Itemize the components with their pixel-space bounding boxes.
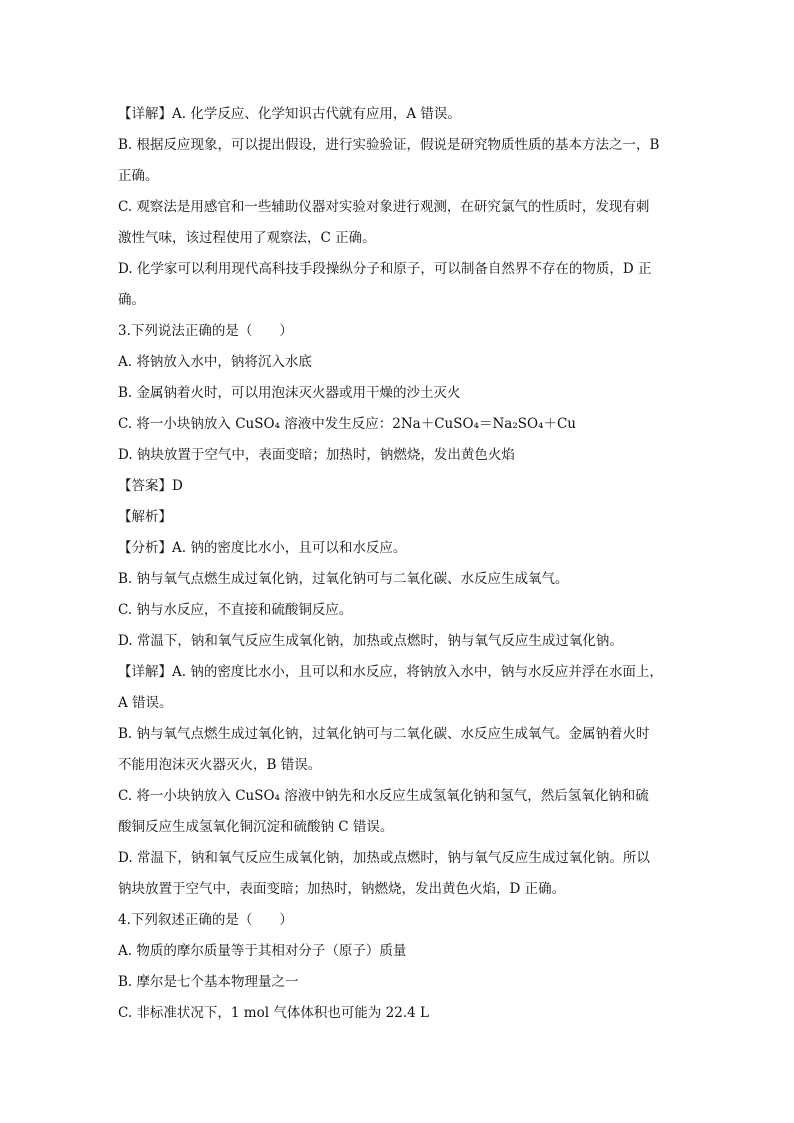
- line-text: 确。: [118, 292, 145, 308]
- text-line: [118, 535, 688, 566]
- line-text: D. 常温下，钠和氧气反应生成氧化钠，加热或点燃时，钠与氧气反应生成过氧化钠。: [118, 633, 623, 649]
- line-text: C. 将一小块钠放入 CuSO₄ 溶液中钠先和水反应生成氢氧化钠和氢气，然后氢氧化钠和硫: [118, 788, 649, 804]
- option-a: [118, 349, 688, 380]
- line-text: B. 金属钠着火时，可以用泡沫灭火器或用干燥的沙土灭火: [118, 385, 461, 401]
- line-text: 钠块放置于空气中，表面变暗；加热时，钠燃烧，发出黄色火焰，D 正确。: [118, 881, 566, 897]
- text-line: [118, 597, 688, 628]
- text-line: [118, 194, 688, 225]
- question-title: [118, 318, 688, 349]
- text-line: [118, 287, 688, 318]
- option-c: [118, 1000, 688, 1031]
- text-line: [118, 225, 688, 256]
- text-line: [118, 721, 688, 752]
- line-text: B. 根据反应现象，可以提出假设，进行实验验证，假说是研究物质性质的基本方法之一，B: [118, 137, 660, 153]
- question-title: [118, 907, 688, 938]
- option-a: [118, 938, 688, 969]
- text-line: [118, 628, 688, 659]
- text-line: [118, 845, 688, 876]
- line-text: A. 将钠放入水中，钠将沉入水底: [118, 354, 312, 370]
- line-text: 【解析】: [118, 509, 172, 525]
- line-text: 3.下列说法正确的是（ ）: [118, 323, 293, 339]
- option-c: [118, 411, 688, 442]
- text-line: [118, 163, 688, 194]
- line-text: 【详解】A. 化学反应、化学知识古代就有应用，A 错误。: [118, 106, 461, 122]
- option-b: [118, 380, 688, 411]
- line-text: A 错误。: [118, 695, 173, 711]
- text-line: [118, 876, 688, 907]
- text-line: [118, 783, 688, 814]
- line-text: D. 钠块放置于空气中，表面变暗；加热时，钠燃烧，发出黄色火焰: [118, 447, 515, 463]
- line-text: 4.下列叙述正确的是（ ）: [118, 912, 293, 928]
- text-line: [118, 101, 688, 132]
- text-line: [118, 132, 688, 163]
- line-text: C. 钠与水反应，不直接和硫酸铜反应。: [118, 602, 353, 618]
- line-text: C. 观察法是用感官和一些辅助仪器对实验对象进行观测，在研究氯气的性质时，发现有刺: [118, 199, 650, 215]
- line-text: 不能用泡沫灭火器灭火，B 错误。: [118, 757, 322, 773]
- line-text: 【答案】D: [118, 478, 183, 494]
- option-b: [118, 969, 688, 1000]
- text-line: [118, 690, 688, 721]
- line-text: D. 常温下，钠和氧气反应生成氧化钠，加热或点燃时，钠与氧气反应生成过氧化钠。所以: [118, 850, 650, 866]
- text-line: [118, 659, 688, 690]
- line-text: C. 非标准状况下，1 mol 气体体积也可能为 22.4 L: [118, 1005, 429, 1021]
- analysis-heading: [118, 504, 688, 535]
- line-text: 酸铜反应生成氢氧化铜沉淀和硫酸钠 C 错误。: [118, 819, 394, 835]
- text-line: [118, 814, 688, 845]
- line-text: 【详解】A. 钠的密度比水小，且可以和水反应，将钠放入水中，钠与水反应并浮在水面上，: [118, 664, 663, 680]
- line-text: C. 将一小块钠放入 CuSO₄ 溶液中发生反应：2Na＋CuSO₄＝Na₂SO₄＋Cu: [118, 416, 576, 432]
- line-text: 激性气味，该过程使用了观察法，C 正确。: [118, 230, 376, 246]
- line-text: B. 钠与氧气点燃生成过氧化钠，过氧化钠可与二氧化碳、水反应生成氧气。: [118, 571, 569, 587]
- line-text: B. 摩尔是七个基本物理量之一: [118, 974, 299, 990]
- line-text: B. 钠与氧气点燃生成过氧化钠，过氧化钠可与二氧化碳、水反应生成氧气。金属钠着火时: [118, 726, 650, 742]
- line-text: A. 物质的摩尔质量等于其相对分子（原子）质量: [118, 943, 407, 959]
- text-line: [118, 256, 688, 287]
- line-text: 【分析】A. 钠的密度比水小，且可以和水反应。: [118, 540, 407, 556]
- line-text: 正确。: [118, 168, 159, 184]
- line-text: D. 化学家可以利用现代高科技手段操纵分子和原子，可以制备自然界不存在的物质，D 正: [118, 261, 652, 277]
- text-line: [118, 752, 688, 783]
- answer-line: [118, 473, 688, 504]
- text-line: [118, 566, 688, 597]
- option-d: [118, 442, 688, 473]
- document-body: [118, 101, 688, 1031]
